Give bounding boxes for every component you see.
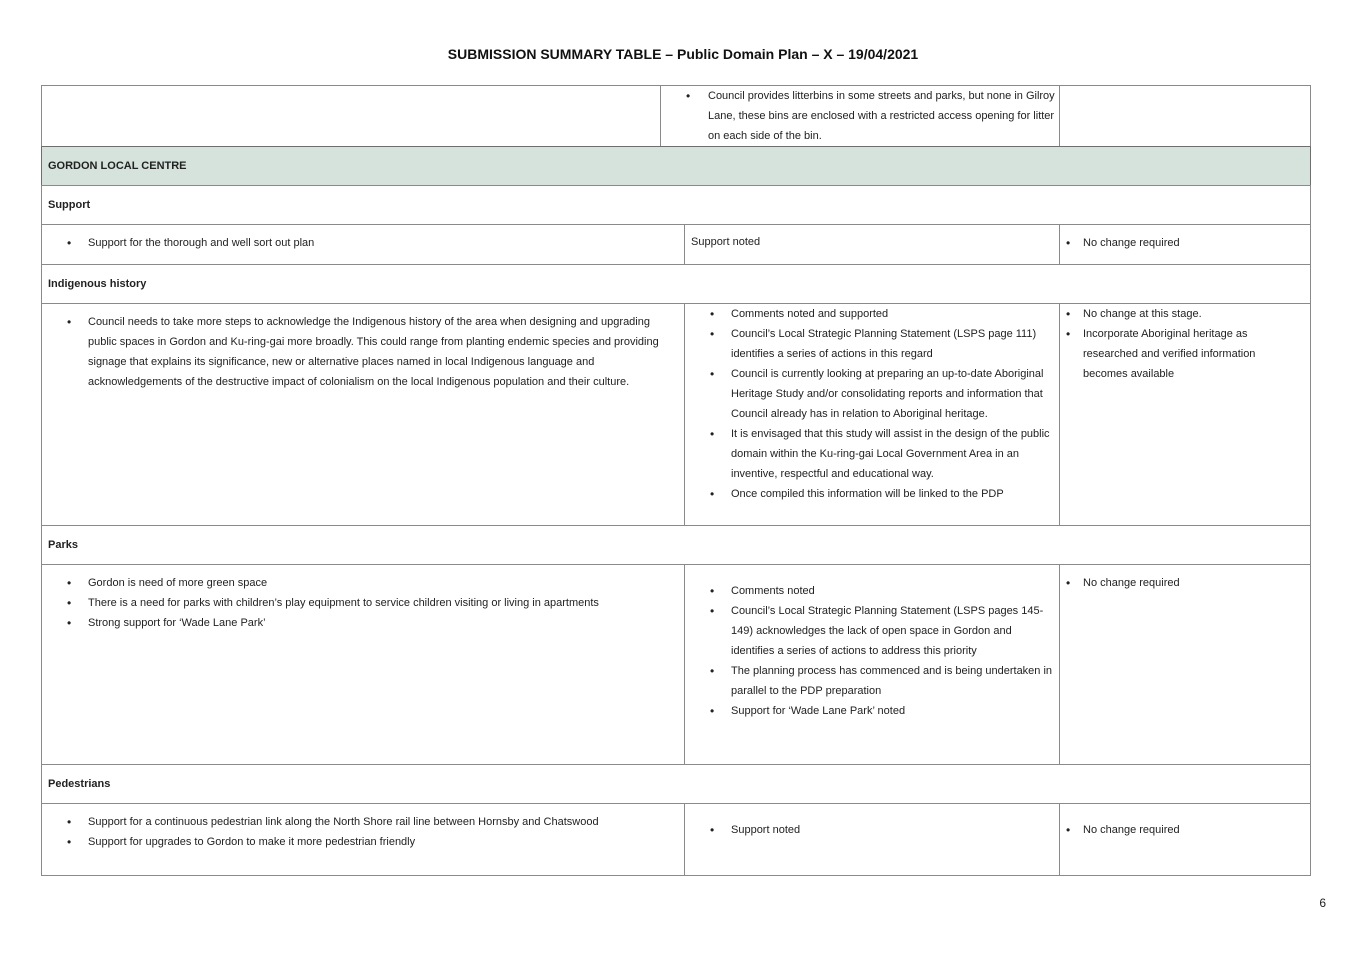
support-submission-cell (41, 224, 685, 265)
list-item: • Council provides litterbins in some streets and parks, but none in Gilroy Lane, these bins are enclosed with a restricted access opening for litter on each side of the bin. (661, 86, 1059, 146)
topic-header-support (41, 185, 1311, 225)
list-item: • It is envisaged that this study will assist in the design of the public domain within the Ku-ring-gai Local Government Area in an inventive, respectful and educational way. (685, 424, 1055, 484)
pedestrians-submission-cell (41, 803, 685, 876)
indigenous-response-cell (684, 303, 1060, 526)
page-number: 6 (1319, 896, 1326, 910)
indigenous-change-cell (1059, 303, 1311, 526)
topic-title: Parks (48, 539, 78, 551)
list-item: • No change required (1060, 233, 1310, 253)
section-header-gordon (41, 146, 1311, 186)
list-item: • Comments noted and supported (685, 304, 1055, 324)
list-item: • No change required (1060, 820, 1310, 840)
support-response-cell: Support noted (684, 224, 1060, 265)
list-item: • The planning process has commenced and is being undertaken in parallel to the PDP preparation (685, 661, 1055, 701)
continued-response-cell (660, 85, 1060, 147)
list-item: • Council’s Local Strategic Planning Statement (LSPS pages 145-149) acknowledges the lack of open space in Gordon and identifies a series of actions to address this priority (685, 601, 1055, 661)
topic-header-parks (41, 525, 1311, 565)
list-item: • No change at this stage. (1060, 304, 1302, 324)
continued-change-cell (1059, 85, 1311, 147)
list-item: • There is a need for parks with children’s play equipment to service children visiting or living in apartments (42, 593, 684, 613)
list-item: • Council’s Local Strategic Planning Statement (LSPS page 111) identifies a series of actions in this regard (685, 324, 1055, 364)
topic-header-indigenous-history (41, 264, 1311, 304)
list-item: • Support noted (685, 820, 1059, 840)
list-item: • Gordon is need of more green space (42, 573, 684, 593)
list-item: • Support for ‘Wade Lane Park’ noted (685, 701, 1055, 721)
topic-title: Indigenous history (48, 278, 147, 290)
submission-summary-table (41, 85, 1311, 876)
list-item: • Comments noted (685, 581, 1055, 601)
parks-change-cell (1059, 564, 1311, 765)
list-item: • Incorporate Aboriginal heritage as researched and verified information becomes available (1060, 324, 1302, 384)
support-change-cell (1059, 224, 1311, 265)
list-item: • Council is currently looking at preparing an up-to-date Aboriginal Heritage Study and/or consolidating reports and information that Council already has in relation to Aboriginal heritage. (685, 364, 1055, 424)
indigenous-submission-cell (41, 303, 685, 526)
topic-header-pedestrians (41, 764, 1311, 804)
pedestrians-change-cell (1059, 803, 1311, 876)
page-title: SUBMISSION SUMMARY TABLE – Public Domain Plan – X – 19/04/2021 (447, 46, 919, 62)
topic-title: Support (48, 199, 91, 211)
continued-submission-cell (41, 85, 661, 147)
section-title: GORDON LOCAL CENTRE (48, 160, 187, 172)
list-item: • Strong support for ‘Wade Lane Park’ (42, 613, 684, 633)
list-item: • No change required (1060, 573, 1310, 593)
list-item: • Support for the thorough and well sort out plan (42, 233, 684, 253)
pedestrians-response-cell (684, 803, 1060, 876)
parks-response-cell (684, 564, 1060, 765)
parks-submission-cell (41, 564, 685, 765)
topic-title: Pedestrians (48, 778, 111, 790)
list-item: • Once compiled this information will be linked to the PDP (685, 484, 1055, 504)
list-item: • Support for upgrades to Gordon to make it more pedestrian friendly (42, 832, 684, 852)
list-item: • Council needs to take more steps to acknowledge the Indigenous history of the area when designing and upgrading public spaces in Gordon and Ku-ring-gai more broadly. This could range from planting endemic species and providing signage that explains its significance, new or alternative places named in local Indigenous language and acknowledgements of the destructive impact of colonialism on the local Indigenous population and their culture. (42, 312, 680, 392)
list-item: • Support for a continuous pedestrian link along the North Shore rail line between Hornsby and Chatswood (42, 812, 684, 832)
